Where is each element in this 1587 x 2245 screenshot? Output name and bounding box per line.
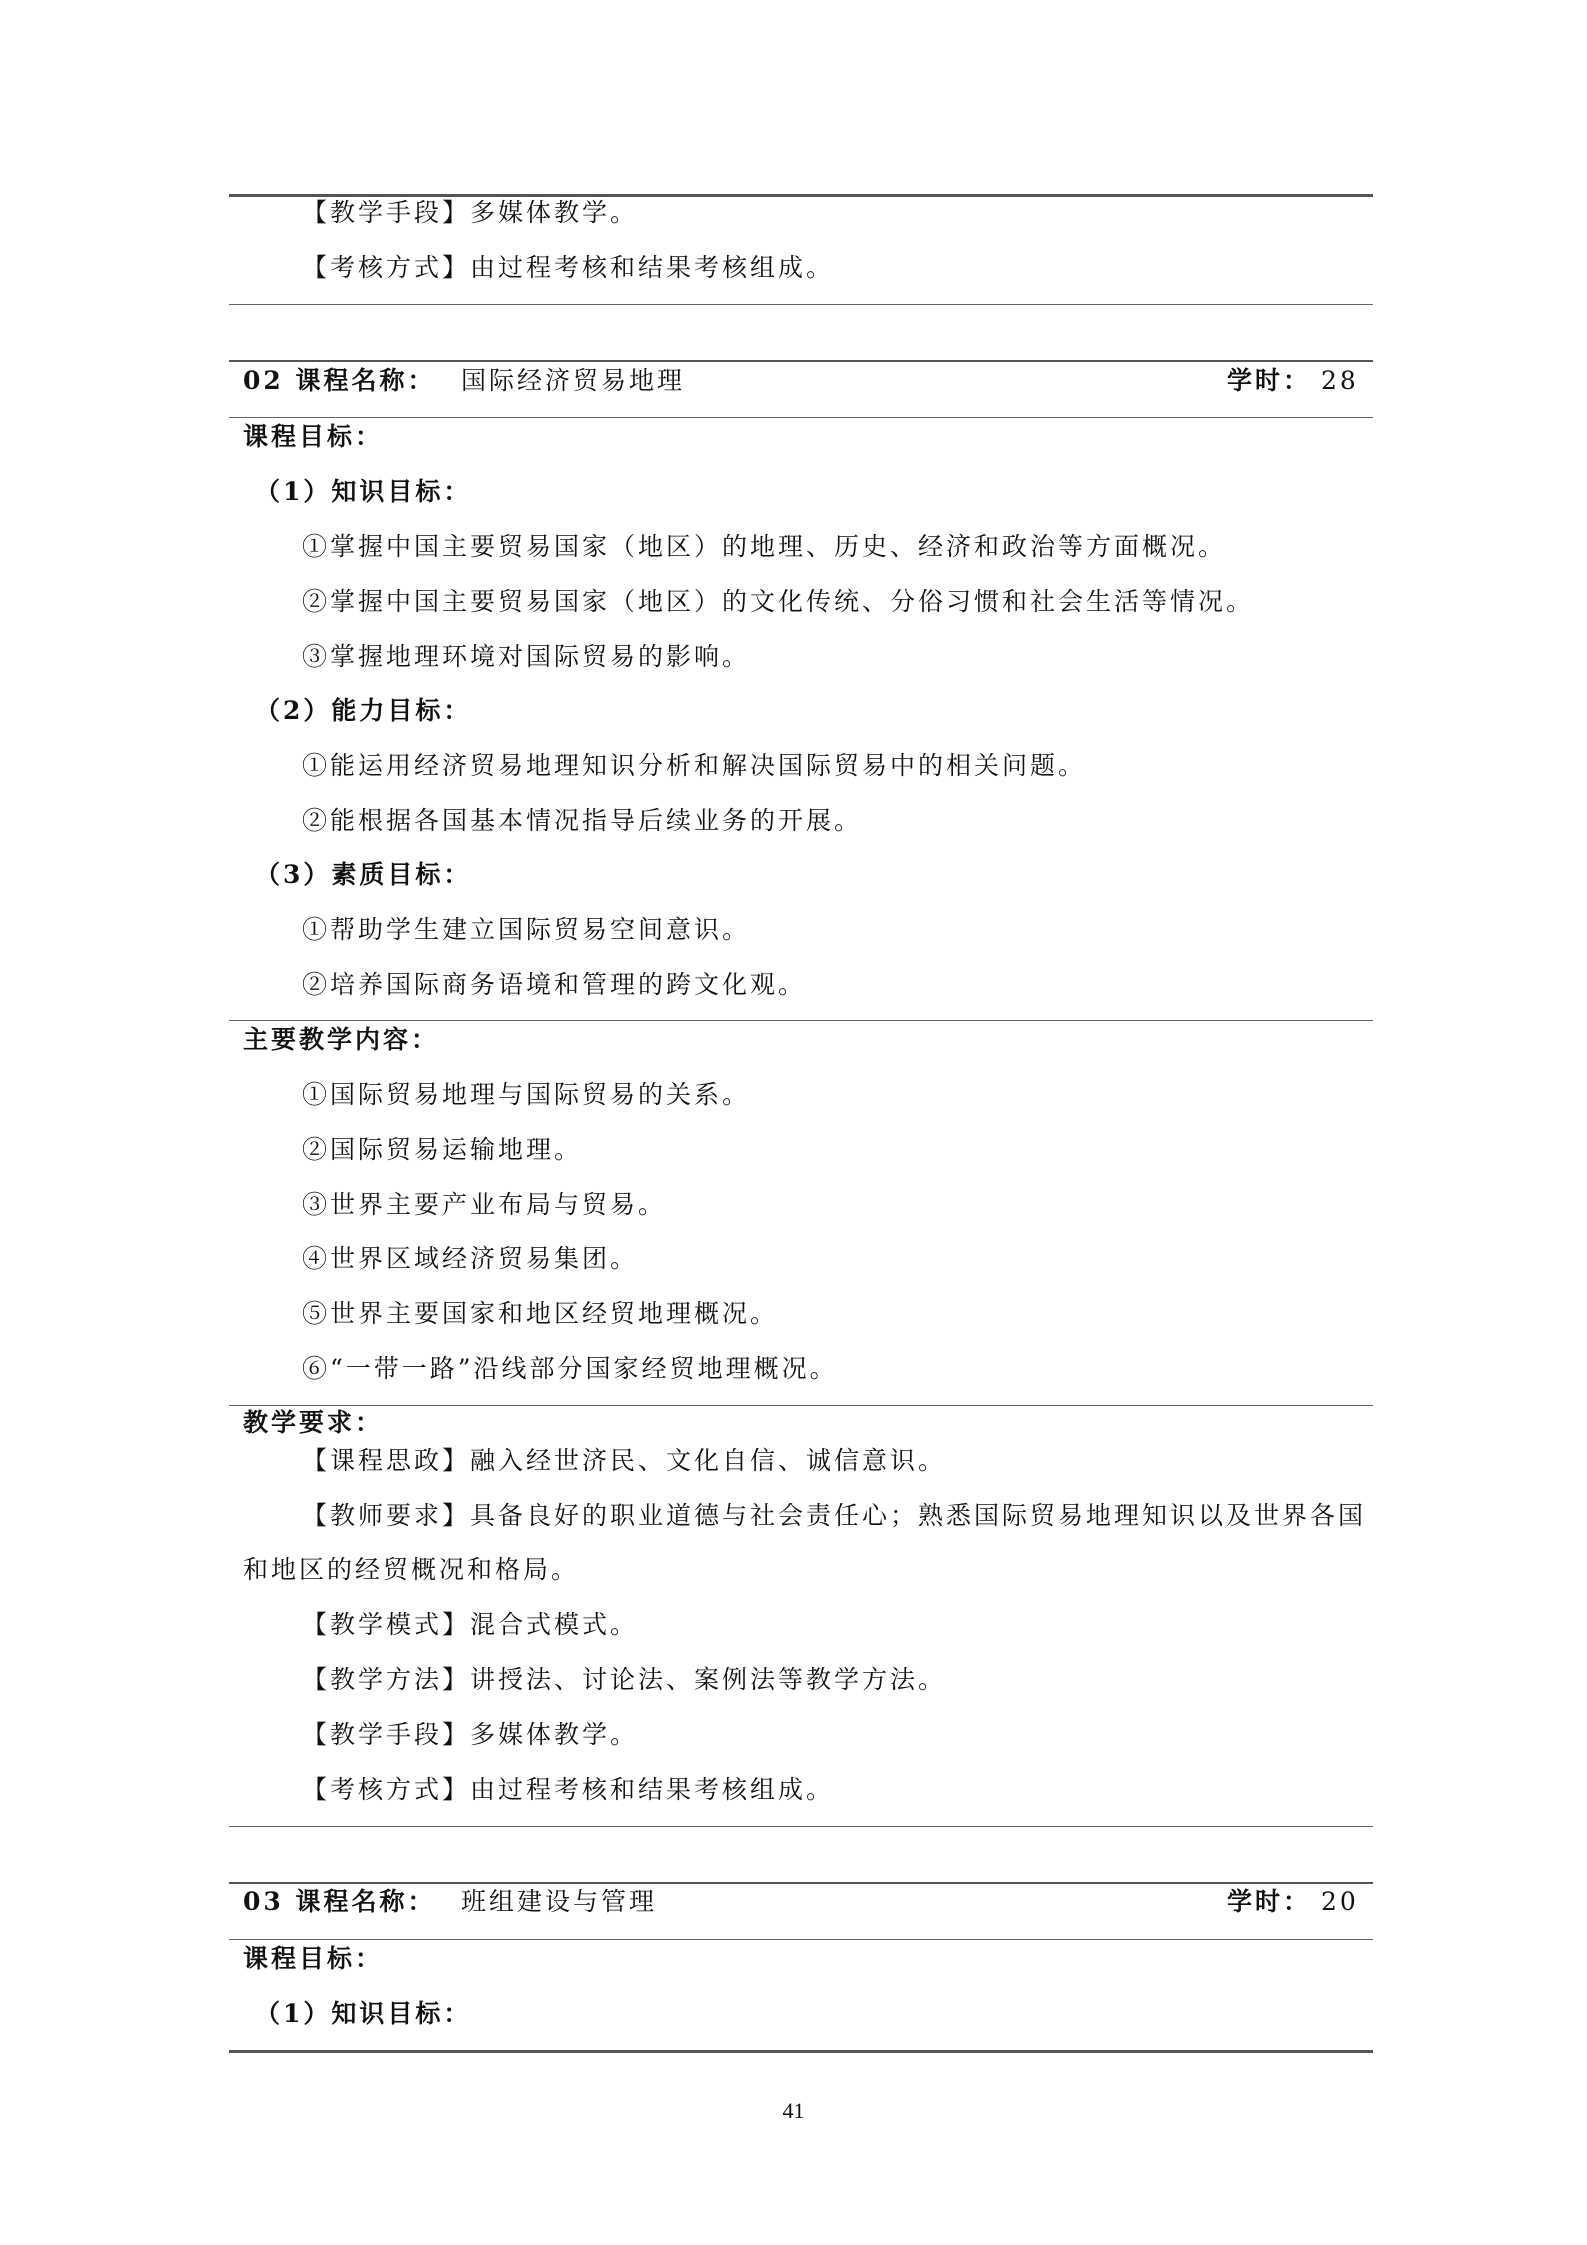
hours-label: 学时： (1227, 366, 1312, 395)
teaching-means-text: 【教学手段】多媒体教学。 (302, 1720, 639, 1749)
list-item: ③掌握地理环境对国际贸易的影响。 (302, 642, 751, 671)
list-item: ①国际贸易地理与国际贸易的关系。 (302, 1080, 751, 1109)
assessment-text: 【考核方式】由过程考核和结果考核组成。 (302, 253, 835, 282)
teaching-means-text: 【教学手段】多媒体教学。 (302, 198, 639, 227)
list-item: ①帮助学生建立国际贸易空间意识。 (302, 915, 751, 944)
list-item: ①掌握中国主要贸易国家（地区）的地理、历史、经济和政治等方面概况。 (302, 532, 1227, 561)
assessment-text: 【考核方式】由过程考核和结果考核组成。 (302, 1775, 835, 1804)
course-header-top-border (229, 1882, 1373, 1884)
section-divider (229, 1405, 1373, 1406)
list-item: ②能根据各国基本情况指导后续业务的开展。 (302, 806, 863, 835)
course-name: 班组建设与管理 (461, 1887, 658, 1916)
teaching-method-text: 【教学方法】讲授法、讨论法、案例法等教学方法。 (302, 1665, 947, 1694)
requirements-heading: 教学要求： (243, 1408, 384, 1437)
course-number-label: 03 课程名称： (243, 1887, 436, 1916)
page-number: 41 (782, 2098, 805, 2123)
list-item: ③世界主要产业布局与贸易。 (302, 1190, 667, 1219)
list-item: ②培养国际商务语境和管理的跨文化观。 (302, 970, 807, 999)
list-item: ⑤世界主要国家和地区经贸地理概况。 (302, 1299, 779, 1328)
course-header-bottom-border (229, 417, 1373, 418)
course-header-top-border (229, 360, 1373, 362)
teacher-requirement-continued: 和地区的经贸概况和格局。 (243, 1555, 580, 1584)
content-heading: 主要教学内容： (243, 1025, 440, 1054)
list-item: ②国际贸易运输地理。 (302, 1135, 583, 1164)
course-header-bottom-border (229, 1939, 1373, 1940)
ability-heading: （2）能力目标： (255, 696, 472, 725)
ideology-text: 【课程思政】融入经世济民、文化自信、诚信意识。 (302, 1446, 947, 1475)
section-divider (229, 1826, 1373, 1827)
list-item: ①能运用经济贸易地理知识分析和解决国际贸易中的相关问题。 (302, 751, 1087, 780)
teacher-requirement-text: 【教师要求】具备良好的职业道德与社会责任心；熟悉国际贸易地理知识以及世界各国 (302, 1501, 1367, 1530)
knowledge-heading: （1）知识目标： (255, 477, 472, 506)
table-bottom-border (229, 2050, 1373, 2053)
hours-value: 20 (1321, 1887, 1359, 1916)
course-name: 国际经济贸易地理 (461, 366, 686, 395)
list-item: ⑥“一带一路”沿线部分国家经贸地理概况。 (302, 1354, 838, 1383)
hours-value: 28 (1321, 366, 1359, 395)
knowledge-heading: （1）知识目标： (255, 1999, 472, 2028)
list-item: ②掌握中国主要贸易国家（地区）的文化传统、分俗习惯和社会生活等情况。 (302, 587, 1255, 616)
section-divider (229, 1020, 1373, 1021)
objectives-heading: 课程目标： (243, 1944, 384, 1973)
objectives-heading: 课程目标： (243, 422, 384, 451)
course-number-label: 02 课程名称： (243, 366, 436, 395)
section-divider (229, 304, 1373, 305)
quality-heading: （3）素质目标： (255, 860, 472, 889)
list-item: ④世界区域经济贸易集团。 (302, 1244, 639, 1273)
hours-label: 学时： (1227, 1887, 1312, 1916)
teaching-mode-text: 【教学模式】混合式模式。 (302, 1610, 639, 1639)
